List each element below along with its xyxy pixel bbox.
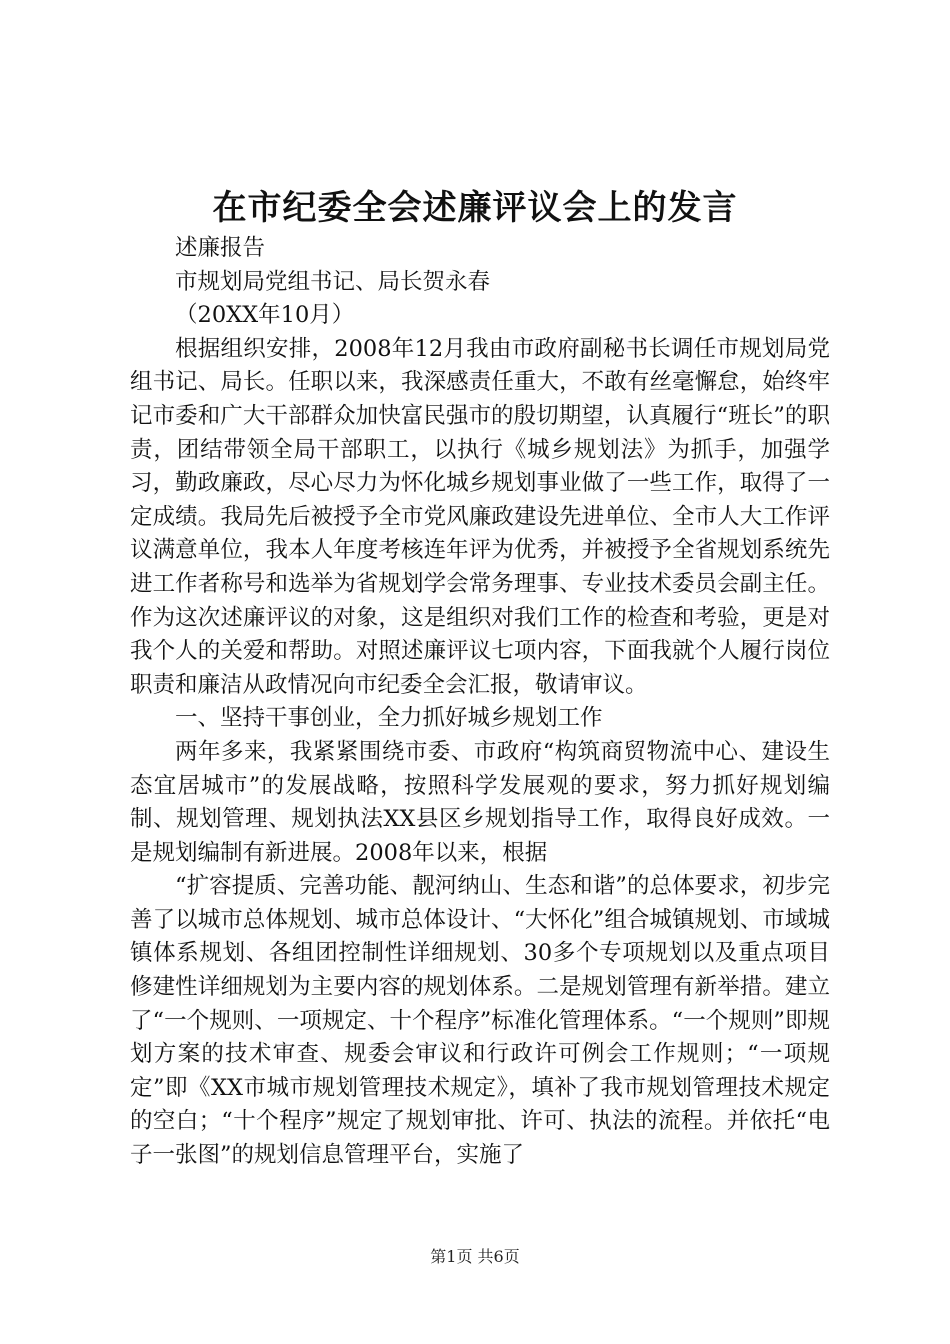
paragraph-section-1: 两年多来，我紧紧围绕市委、市政府“构筑商贸物流中心、建设生态宜居城市”的发展战略，按照科学发展观的要求，努力抓好规划编制、规划管理、规划执法XX县区乡规划指导工作，取得良好成效。一是规划编制有新进展。2008年以来，根据 bbox=[130, 738, 830, 866]
paragraph-report-label: 述廉报告 bbox=[175, 235, 266, 261]
section-heading-1: 一、坚持干事创业，全力抓好城乡规划工作 bbox=[175, 705, 603, 732]
page-number-footer: 第1页 共6页 bbox=[430, 1247, 520, 1266]
document-title: 在市纪委全会述廉评议会上的发言 bbox=[212, 188, 738, 228]
paragraph-date: （20XX年10月） bbox=[175, 302, 355, 329]
paragraph-intro: 根据组织安排，2008年12月我由市政府副秘书长调任市规划局党组书记、局长。任职以来，我深感责任重大，不敢有丝毫懈怠，始终牢记市委和广大干部群众加快富民强市的殷切期望，认真履行“班长”的职责，团结带领全局干部职工，以执行《城乡规划法》为抓手，加强学习，勤政廉政，尽心尽力为怀化城乡规划事业做了一些工作，取得了一定成绩。我局先后被授予全市党风廉政建设先进单位、全市人大工作评议满意单位，我本人年度考核连年评为优秀，并被授予全省规划系统先进工作者称号和选举为省规划学会常务理事、专业技术委员会副主任。作为这次述廉评议的对象，这是组织对我们工作的检查和考验，更是对我个人的关爱和帮助。对照述廉评议七项内容，下面我就个人履行岗位职责和廉洁从政情况向市纪委全会汇报，敬请审议。 bbox=[130, 335, 830, 698]
paragraph-author: 市规划局党组书记、局长贺永春 bbox=[175, 268, 491, 295]
paragraph-section-1-continued: “扩容提质、完善功能、靓河纳山、生态和谐”的总体要求，初步完善了以城市总体规划、城市总体设计、“大怀化”组合城镇规划、市域城镇体系规划、各组团控制性详细规划、30多个专项规划以及重点项目修建性详细规划为主要内容的规划体系。二是规划管理有新举措。建立了“一个规则、一项规定、十个程序”标准化管理体系。“一个规则”即规划方案的技术审查、规委会审议和行政许可例会工作规则；“一项规定”即《XX市城市规划管理技术规定》，填补了我市规划管理技术规定的空白；“十个程序”规定了规划审批、许可、执法的流程。并依托“电子一张图”的规划信息管理平台，实施了 bbox=[130, 873, 830, 1169]
document-body bbox=[130, 232, 830, 1173]
